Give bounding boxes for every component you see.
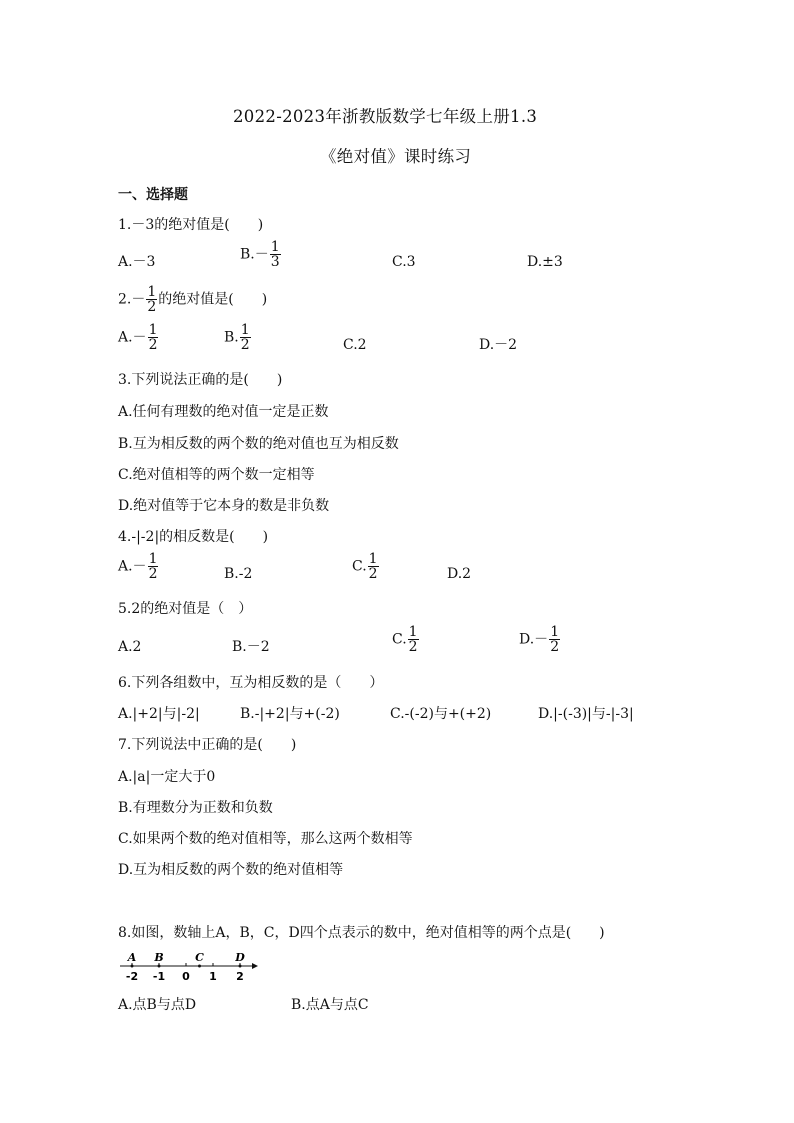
title-line-2: 《绝对值》课时练习 — [320, 147, 472, 166]
q2-b-fraction — [240, 323, 251, 352]
q2-b-prefix: B. — [224, 329, 239, 346]
q5-option-a: A.2 — [118, 639, 142, 655]
numerator: 1 — [147, 284, 157, 300]
question-7-stem: 7.下列说法中正确的是( ) — [118, 737, 297, 753]
numerator: 1 — [368, 551, 378, 567]
q5-option-d — [519, 625, 561, 654]
q4-option-b: B.-2 — [224, 566, 253, 582]
q1-option-c: C.3 — [392, 254, 416, 270]
q7-option-b: B.有理数分为正数和负数 — [118, 800, 273, 816]
q6-option-a: A.|+2|与|-2| — [118, 706, 200, 722]
numerator: 1 — [240, 322, 250, 338]
numerator: 1 — [408, 624, 418, 640]
axis-point-a — [131, 965, 134, 968]
axis-point-d — [239, 965, 242, 968]
numerator: 1 — [148, 551, 158, 567]
q3-option-d: D.绝对值等于它本身的数是非负数 — [118, 498, 330, 514]
q5-c-prefix: C. — [392, 631, 407, 648]
question-2-stem — [118, 285, 267, 314]
q4-option-c — [352, 552, 380, 581]
denominator: 3 — [270, 254, 280, 270]
q8-option-a: A.点B与点D — [118, 997, 197, 1013]
q2-stem-fraction — [146, 285, 157, 314]
denominator: 2 — [147, 299, 157, 315]
title-line-1: 2022-2023年浙教版数学七年级上册1.3 — [233, 107, 538, 126]
denominator: 2 — [368, 566, 378, 582]
axis-tick-label: 0 — [182, 970, 190, 983]
q5-c-fraction — [408, 625, 419, 654]
denominator: 2 — [240, 337, 250, 353]
q3-option-c: C.绝对值相等的两个数一定相等 — [118, 467, 315, 483]
q2-option-b — [224, 323, 252, 352]
q4-a-fraction — [148, 552, 159, 581]
q7-option-a: A.|a|一定大于0 — [118, 769, 216, 785]
q1-b-fraction — [270, 240, 281, 269]
question-6-stem: 6.下列各组数中，互为相反数的是（ ） — [118, 675, 384, 691]
axis-tick-label: 2 — [236, 970, 244, 983]
q5-option-b: B.－2 — [232, 639, 270, 655]
q6-option-b: B.-|+2|与+(-2) — [240, 706, 340, 722]
q2-option-d: D.－2 — [479, 337, 518, 353]
q5-d-fraction — [549, 625, 560, 654]
denominator: 2 — [148, 337, 158, 353]
q1-b-prefix: B.－ — [240, 246, 269, 263]
denominator: 2 — [408, 639, 418, 655]
q7-option-d: D.互为相反数的两个数的绝对值相等 — [118, 862, 344, 878]
axis-tick-label: -1 — [152, 970, 166, 983]
q4-option-a — [118, 552, 159, 581]
axis-point-label: C — [195, 951, 204, 964]
numerator: 1 — [270, 239, 280, 255]
axis-point-c — [198, 965, 201, 968]
q2-a-fraction — [148, 323, 159, 352]
q4-c-prefix: C. — [352, 558, 367, 575]
question-1-stem: 1.－3的绝对值是( ) — [118, 217, 264, 233]
section-heading: 一、选择题 — [118, 187, 188, 203]
axis-tick-label: 1 — [209, 970, 217, 983]
q5-option-c — [392, 625, 420, 654]
question-8-stem: 8.如图，数轴上A，B，C，D四个点表示的数中，绝对值相等的两个点是( ) — [118, 925, 605, 941]
q2-a-prefix: A.－ — [118, 329, 147, 346]
q2-option-c: C.2 — [343, 337, 367, 353]
q6-option-c: C.-(-2)与+(+2) — [390, 706, 492, 722]
question-4-stem: 4.-|-2|的相反数是( ) — [118, 529, 269, 545]
q4-c-fraction — [368, 552, 379, 581]
numerator: 1 — [550, 624, 560, 640]
q2-stem-prefix: 2.－ — [118, 291, 146, 308]
q5-d-prefix: D.－ — [519, 631, 549, 648]
axis-point-label: A — [127, 951, 137, 964]
q7-option-c: C.如果两个数的绝对值相等，那么这两个数相等 — [118, 831, 413, 847]
q6-option-d: D.|-(-3)|与-|-3| — [538, 706, 634, 722]
q1-option-b — [240, 240, 282, 269]
axis-point-b — [158, 965, 161, 968]
q3-option-b: B.互为相反数的两个数的绝对值也互为相反数 — [118, 436, 399, 452]
q1-option-a: A.－3 — [118, 254, 156, 270]
q4-option-d: D.2 — [447, 566, 472, 582]
question-5-stem: 5.2的绝对值是（ ） — [118, 601, 253, 617]
question-3-stem: 3.下列说法正确的是( ) — [118, 372, 283, 388]
q2-stem-suffix: 的绝对值是( ) — [158, 291, 268, 308]
q2-option-a — [118, 323, 159, 352]
denominator: 2 — [148, 566, 158, 582]
q8-option-b: B.点A与点C — [291, 997, 369, 1013]
axis-tick-label: -2 — [125, 970, 139, 983]
q1-option-d: D.±3 — [527, 254, 563, 270]
axis-point-label: B — [154, 951, 164, 964]
number-line-figure — [118, 950, 258, 984]
denominator: 2 — [550, 639, 560, 655]
axis-arrow — [252, 963, 258, 969]
q3-option-a: A.任何有理数的绝对值一定是正数 — [118, 404, 329, 420]
q4-a-prefix: A.－ — [118, 558, 147, 575]
axis-point-label: D — [235, 951, 245, 964]
numerator: 1 — [148, 322, 158, 338]
